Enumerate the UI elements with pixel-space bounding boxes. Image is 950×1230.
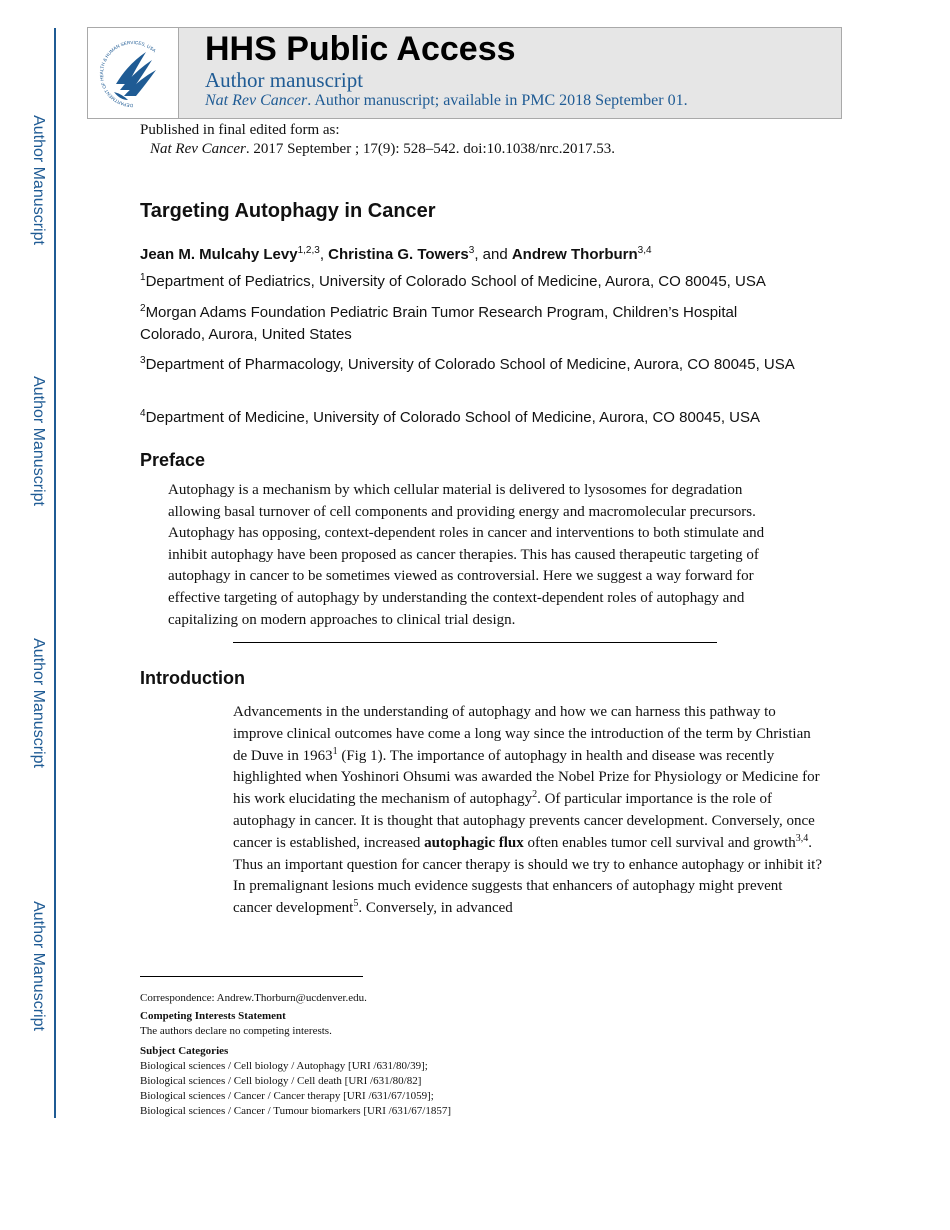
article-title: Targeting Autophagy in Cancer <box>140 200 436 222</box>
left-margin-rule <box>54 28 56 1118</box>
hhs-banner <box>87 27 842 119</box>
affiliation-3: $^3$Department of Pharmacology, University of Colorado School of Medicine, Aurora, CO 80045, USA <box>140 355 795 373</box>
competing-interests-text: The authors declare no competing interests. <box>140 1025 332 1037</box>
footnote-divider <box>140 976 363 977</box>
subject-categories-heading: Subject Categories <box>140 1045 229 1057</box>
subject-category-item: Biological sciences / Cancer / Cancer therapy [URI /631/67/1059]; <box>140 1090 434 1102</box>
introduction-paragraph: Advancements in the understanding of autophagy and how we can harness this pathway to improve clinical outcomes have come a long way since the introduction of the term by Christian de Duve in 1963$^1$ (Fig 1). The importance of autophagy in health and disease was recently highlighted when Yoshinori Ohsumi was awarded the Nobel Prize for Physiology or Medicine for his work elucidating the mechanism of autophagy$^2$. Of particular importance is the role of autophagy in cancer. It is thought that autophagy prevents cancer development. Conversely, once cancer is established, increased autophagic flux often enables tumor cell survival and growth$^{3,4}$. Thus an important question for cancer therapy is should we try to enhance autophagy or inhibit it? In premalignant lesions much evidence suggests that enhancers of autophagy might prevent cancer development$^5$. Conversely, in advanced <box>233 704 823 917</box>
svg-text:DEPARTMENT OF HEALTH & HUMAN S: DEPARTMENT OF HEALTH & HUMAN SERVICES, USA <box>99 39 157 109</box>
hhs-eagle-seal-icon <box>98 34 168 112</box>
author-name: Jean M. Mulcahy Levy <box>140 246 298 263</box>
subject-category-item: Biological sciences / Cancer / Tumour biomarkers [URI /631/67/1857] <box>140 1105 452 1117</box>
banner-title: HHS Public Access <box>205 30 516 68</box>
author-list: Jean M. Mulcahy Levy$^{1,2,3}$, Christina G. Towers$^3$, and Andrew Thorburn$^{3,4}$ <box>140 245 652 263</box>
author-name: Christina G. Towers <box>328 246 469 263</box>
banner-availability: Nat Rev Cancer. Author manuscript; available in PMC 2018 September 01. <box>205 92 688 109</box>
preface-heading: Preface <box>140 450 206 470</box>
competing-interests-heading: Competing Interests Statement <box>140 1010 286 1022</box>
abstract-divider <box>233 642 717 643</box>
banner-subtitle: Author manuscript <box>205 68 364 92</box>
hhs-logo <box>88 28 179 118</box>
preface-text: Autophagy is a mechanism by which cellular material is delivered to lysosomes for degradation allowing basal turnover of cell components and providing energy and macromolecular precursors. Autophagy has opposing, context-dependent roles in cancer and interventions to both stimulate and inhibit autophagy have been proposed as cancer therapies. This has caused therapeutic targeting of autophagy in cancer to be sometimes viewed as controversial. Here we suggest a way forward for effective targeting of autophagy by understanding the context-dependent roles of autophagy and capitalizing on modern approaches to clinical trial design. <box>168 482 765 628</box>
affiliation-2: $^2$Morgan Adams Foundation Pediatric Brain Tumor Research Program, Children’s Hospital Colorado, Aurora, United States <box>140 303 738 343</box>
affiliation-1: $^1$Department of Pediatrics, University of Colorado School of Medicine, Aurora, CO 80045, USA <box>140 272 766 290</box>
introduction-heading: Introduction <box>140 668 245 688</box>
published-label: Published in final edited form as: <box>140 122 340 138</box>
subject-category-item: Biological sciences / Cell biology / Cell death [URI /631/80/82] <box>140 1075 422 1087</box>
correspondence-note: Correspondence: Andrew.Thorburn@ucdenver.edu. <box>140 992 367 1004</box>
author-name: Andrew Thorburn <box>511 246 638 263</box>
published-citation: Nat Rev Cancer. 2017 September ; 17(9): 528–542. doi:10.1038/nrc.2017.53. <box>150 141 615 157</box>
affiliation-4: $^4$Department of Medicine, University of Colorado School of Medicine, Aurora, CO 80045, USA <box>140 408 761 426</box>
subject-category-item: Biological sciences / Cell biology / Autophagy [URI /631/80/39]; <box>140 1060 428 1072</box>
